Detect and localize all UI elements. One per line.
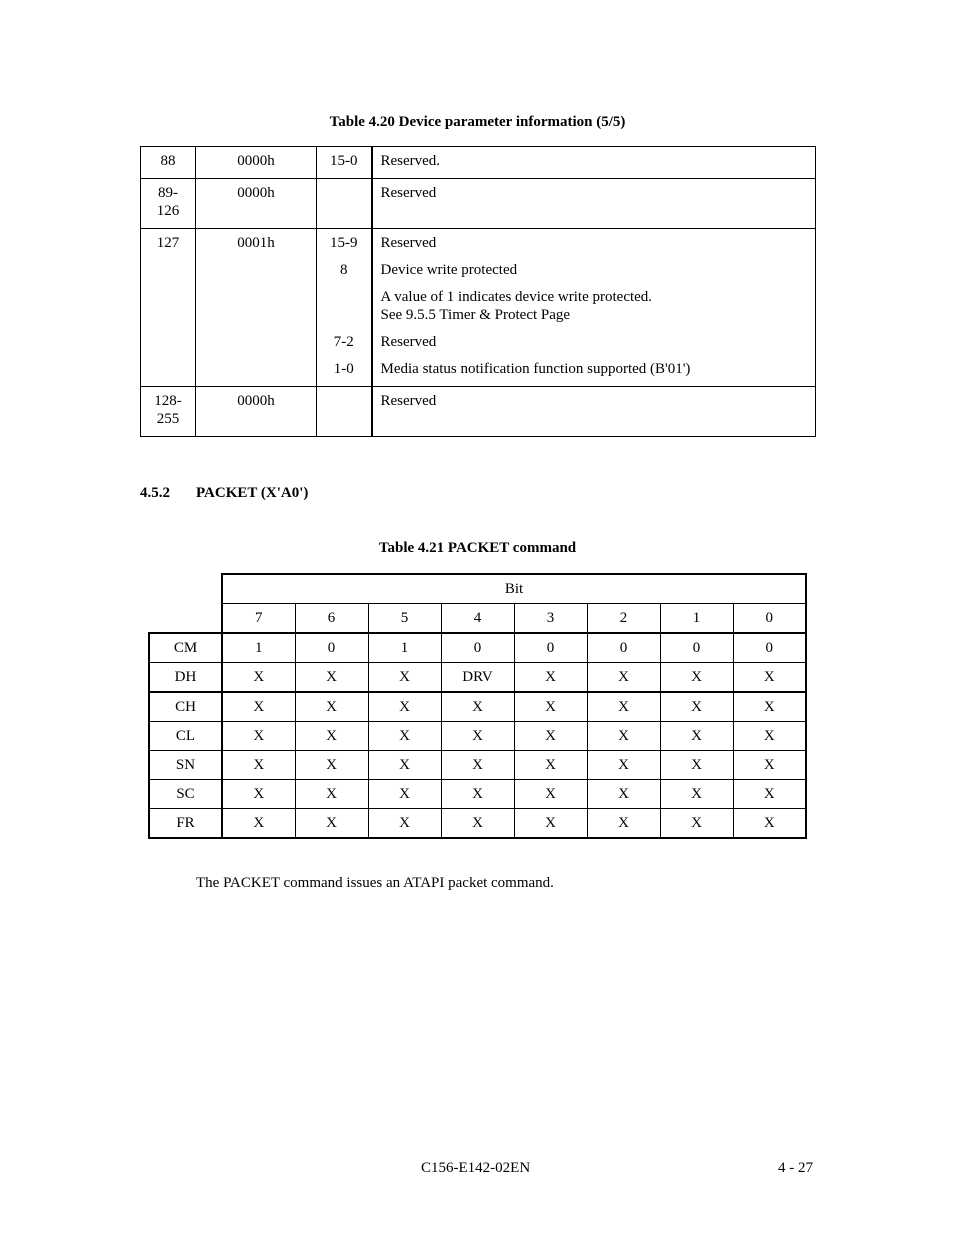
bit-value-cell: X	[660, 809, 733, 839]
table-420-row	[141, 179, 816, 229]
bit-value-cell: X	[587, 809, 660, 839]
bit-value-cell: X	[587, 692, 660, 722]
bit-value-cell: X	[514, 809, 587, 839]
bit-value-cell: X	[222, 780, 295, 809]
bit-value-cell: X	[587, 722, 660, 751]
register-row	[149, 751, 806, 780]
body-paragraph: The PACKET command issues an ATAPI packet command.	[196, 875, 554, 891]
value-cell: 0000h	[196, 147, 317, 179]
bit-value-cell: X	[368, 722, 441, 751]
table-420-row	[141, 387, 816, 437]
bit-value-cell: X	[295, 722, 368, 751]
bit-value-cell: X	[222, 809, 295, 839]
bit-value-cell: X	[295, 780, 368, 809]
bit-value-cell: X	[514, 722, 587, 751]
bit-value-cell: X	[368, 751, 441, 780]
bit-value-cell: 0	[295, 633, 368, 663]
footer-page-number: 4 - 27	[778, 1160, 813, 1176]
bit-number: 1	[660, 604, 733, 634]
table-421-caption: Table 4.21 PACKET command	[378, 540, 577, 556]
bit-value-cell: X	[660, 692, 733, 722]
word-cell: 88	[141, 147, 196, 179]
bit-range	[317, 288, 371, 306]
register-name: DH	[149, 663, 222, 693]
bit-number: 6	[295, 604, 368, 634]
description-line: Media status notification function supported (B'01')	[380, 361, 691, 377]
bit-cell	[317, 229, 372, 387]
bit-value-cell: X	[441, 722, 514, 751]
bit-value-cell: X	[660, 751, 733, 780]
bit-value-cell: X	[222, 663, 295, 693]
table-420-row	[141, 229, 816, 387]
value-cell: 0000h	[196, 387, 317, 437]
bit-range: 15-9	[330, 235, 358, 251]
bit-value-cell: 1	[368, 633, 441, 663]
bit-value-cell: X	[368, 809, 441, 839]
bit-range	[317, 392, 371, 410]
bit-value-cell: X	[514, 663, 587, 693]
description-line: Reserved	[380, 235, 437, 251]
bit-number: 7	[222, 604, 295, 634]
bit-value-cell: X	[660, 663, 733, 693]
bit-value-cell: X	[587, 751, 660, 780]
description-line: See 9.5.5 Timer & Protect Page	[380, 307, 571, 323]
bit-value-cell: X	[441, 692, 514, 722]
bit-value-cell: X	[441, 751, 514, 780]
bit-number: 4	[441, 604, 514, 634]
bit-range: 7-2	[333, 334, 354, 350]
register-row	[149, 692, 806, 722]
word-cell: 128- 255	[141, 387, 196, 437]
bit-value-cell: X	[660, 722, 733, 751]
description-cell	[372, 147, 816, 179]
section-number: 4.5.2	[140, 485, 170, 501]
bit-value-cell: X	[733, 663, 806, 693]
register-name: SN	[149, 751, 222, 780]
table-421	[148, 573, 807, 839]
register-name: CL	[149, 722, 222, 751]
register-name: SC	[149, 780, 222, 809]
corner-cell	[149, 574, 222, 604]
word-cell: 127	[141, 229, 196, 387]
bit-value-cell: 0	[733, 633, 806, 663]
bit-value-cell: X	[295, 663, 368, 693]
bit-value-cell: 1	[222, 633, 295, 663]
table-420-caption: Table 4.20 Device parameter information (5/5)	[329, 114, 626, 130]
bit-header: Bit	[222, 574, 806, 604]
register-name: FR	[149, 809, 222, 839]
bit-value-cell: X	[733, 722, 806, 751]
bit-value-cell: X	[222, 722, 295, 751]
description-cell	[372, 229, 816, 387]
bit-value-cell: X	[222, 692, 295, 722]
register-row	[149, 633, 806, 663]
bit-value-cell: DRV	[441, 663, 514, 693]
bit-value-cell: X	[368, 692, 441, 722]
bit-cell	[317, 147, 372, 179]
bit-number-row	[149, 604, 806, 634]
bit-number: 2	[587, 604, 660, 634]
bit-value-cell: X	[514, 692, 587, 722]
bit-value-cell: X	[587, 780, 660, 809]
bit-value-cell: X	[733, 809, 806, 839]
bit-value-cell: 0	[587, 633, 660, 663]
bit-value-cell: 0	[660, 633, 733, 663]
value-cell: 0000h	[196, 179, 317, 229]
bit-value-cell: X	[441, 809, 514, 839]
description-cell	[372, 387, 816, 437]
bit-number: 5	[368, 604, 441, 634]
description-cell	[372, 179, 816, 229]
bit-value-cell: 0	[514, 633, 587, 663]
register-name: CH	[149, 692, 222, 722]
bit-value-cell: X	[368, 780, 441, 809]
bit-number: 0	[733, 604, 806, 634]
description-line: Reserved	[380, 185, 437, 201]
bit-value-cell: X	[441, 780, 514, 809]
footer-doc-id: C156-E142-02EN	[421, 1160, 531, 1176]
bit-value-cell: X	[587, 663, 660, 693]
bit-range	[317, 306, 371, 324]
description-line: A value of 1 indicates device write protected.	[380, 289, 653, 305]
section-title: PACKET (X'A0')	[196, 485, 309, 501]
bit-range: 15-0	[330, 153, 358, 169]
bit-range	[317, 184, 371, 202]
bit-value-cell: X	[733, 692, 806, 722]
table-420-row	[141, 147, 816, 179]
register-row	[149, 780, 806, 809]
table-420	[140, 146, 816, 437]
register-row	[149, 722, 806, 751]
bit-header-row	[149, 574, 806, 604]
register-row	[149, 663, 806, 693]
description-line: Device write protected	[380, 262, 518, 278]
bit-cell	[317, 179, 372, 229]
word-cell: 89- 126	[141, 179, 196, 229]
bit-value-cell: X	[733, 751, 806, 780]
bit-value-cell: X	[733, 780, 806, 809]
bit-range: 1-0	[333, 361, 354, 377]
register-name: CM	[149, 633, 222, 663]
bit-value-cell: X	[368, 663, 441, 693]
bit-value-cell: X	[514, 780, 587, 809]
description-line: Reserved	[380, 334, 437, 350]
description-line: Reserved	[380, 393, 437, 409]
bit-number: 3	[514, 604, 587, 634]
bit-value-cell: X	[295, 692, 368, 722]
bit-value-cell: X	[295, 809, 368, 839]
bit-value-cell: X	[514, 751, 587, 780]
bit-value-cell: 0	[441, 633, 514, 663]
bit-range: 8	[340, 262, 348, 278]
description-line: Reserved.	[380, 153, 441, 169]
corner-cell	[149, 604, 222, 634]
bit-value-cell: X	[660, 780, 733, 809]
bit-cell	[317, 387, 372, 437]
bit-value-cell: X	[295, 751, 368, 780]
bit-value-cell: X	[222, 751, 295, 780]
value-cell: 0001h	[196, 229, 317, 387]
register-row	[149, 809, 806, 839]
